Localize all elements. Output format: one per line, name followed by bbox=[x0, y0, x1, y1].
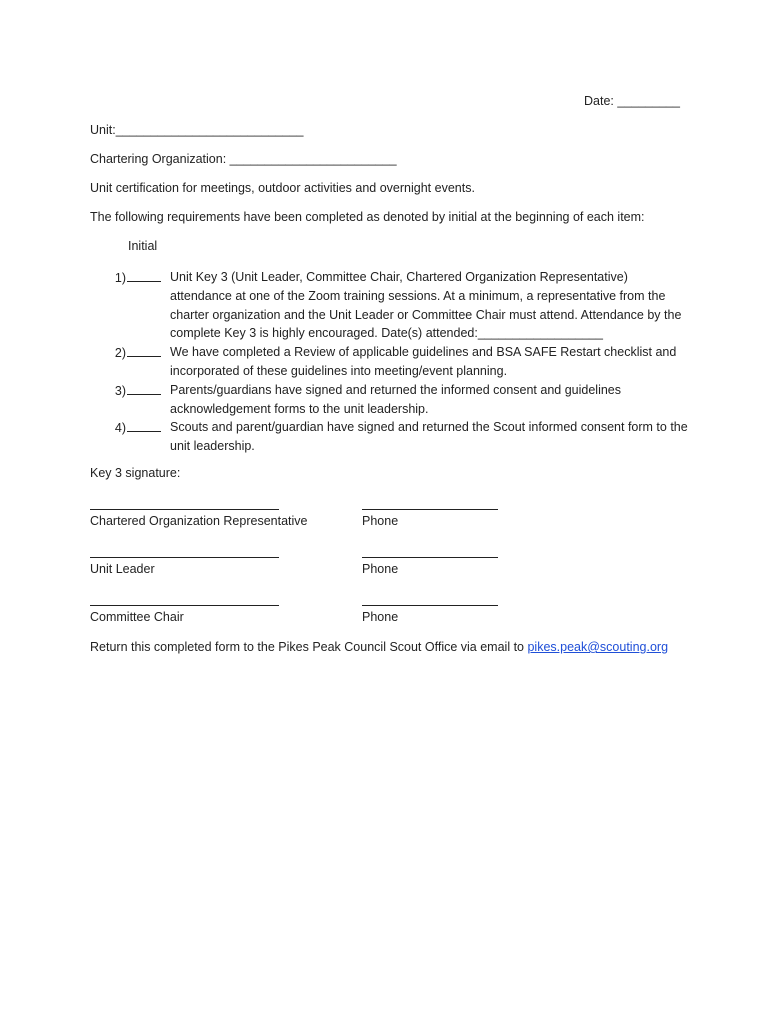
phone-caption-chartered-org-rep: Phone bbox=[362, 514, 399, 528]
signature-caption-chartered-org-rep: Chartered Organization Representative bbox=[90, 514, 308, 528]
item-number-initial bbox=[90, 343, 170, 363]
signature-caption-committee-chair: Committee Chair bbox=[90, 610, 184, 624]
item-number-initial bbox=[90, 381, 170, 401]
initial-blank[interactable] bbox=[127, 343, 161, 357]
signature-line-committee-chair[interactable] bbox=[90, 605, 279, 606]
item-number: 1) bbox=[114, 271, 126, 285]
item-text: Unit Key 3 (Unit Leader, Committee Chair, Chartered Organization Representative) attendance at one of the Zoom training sessions. At a minimum, a representative from the charter organization and the Unit Leader or Committee Chair must attend. Attendance by the complete Key 3 is highly encouraged. Date(s) attended:__________________ bbox=[170, 270, 682, 341]
phone-line-committee-chair[interactable] bbox=[362, 605, 498, 606]
phone-caption-unit-leader: Phone bbox=[362, 562, 399, 576]
requirements-list bbox=[90, 268, 690, 456]
initial-blank[interactable] bbox=[127, 381, 161, 395]
unit-blank[interactable]: ___________________________ bbox=[115, 123, 304, 137]
chartering-organization-label: Chartering Organization: bbox=[90, 152, 227, 166]
phone-line-unit-leader[interactable] bbox=[362, 557, 498, 558]
phone-caption-committee-chair: Phone bbox=[362, 610, 399, 624]
list-item bbox=[90, 343, 690, 381]
return-instructions bbox=[90, 640, 668, 654]
unit-field bbox=[90, 123, 303, 137]
chartering-organization-field bbox=[90, 152, 397, 166]
council-email-link[interactable]: pikes.peak@scouting.org bbox=[527, 640, 669, 654]
date-field bbox=[584, 94, 680, 108]
certification-statement: Unit certification for meetings, outdoor activities and overnight events. bbox=[90, 181, 475, 195]
date-blank[interactable]: _________ bbox=[617, 94, 680, 108]
key3-signature-heading: Key 3 signature: bbox=[90, 466, 181, 480]
item-number: 2) bbox=[114, 346, 126, 361]
unit-label: Unit: bbox=[90, 123, 116, 137]
signature-line-chartered-org-rep[interactable] bbox=[90, 509, 279, 510]
item-number: 3) bbox=[114, 383, 126, 398]
item-number-initial bbox=[90, 418, 170, 438]
return-instructions-text: Return this completed form to the Pikes Peak Council Scout Office via email to bbox=[90, 640, 528, 654]
requirements-intro: The following requirements have been completed as denoted by initial at the beginning of each item: bbox=[90, 210, 645, 224]
signature-line-unit-leader[interactable] bbox=[90, 557, 279, 558]
chartering-organization-blank[interactable]: ________________________ bbox=[229, 152, 397, 166]
list-item bbox=[90, 268, 690, 343]
phone-line-chartered-org-rep[interactable] bbox=[362, 509, 498, 510]
date-label: Date: bbox=[584, 94, 614, 108]
item-text: We have completed a Review of applicable guidelines and BSA SAFE Restart checklist and incorporated of these guidelines into meeting/event planning. bbox=[170, 345, 677, 378]
initial-blank[interactable] bbox=[127, 418, 161, 432]
item-text: Scouts and parent/guardian have signed and returned the Scout informed consent form to the unit leadership. bbox=[170, 420, 688, 454]
list-item bbox=[90, 418, 690, 456]
list-item bbox=[90, 381, 690, 419]
initial-blank[interactable] bbox=[127, 268, 161, 282]
item-text: Parents/guardians have signed and returned the informed consent and guidelines acknowledgement forms to the unit leadership. bbox=[170, 382, 622, 416]
initial-column-label: Initial bbox=[128, 239, 158, 253]
signature-caption-unit-leader: Unit Leader bbox=[90, 562, 155, 576]
item-number: 4) bbox=[114, 421, 126, 436]
item-number-initial bbox=[90, 268, 170, 288]
